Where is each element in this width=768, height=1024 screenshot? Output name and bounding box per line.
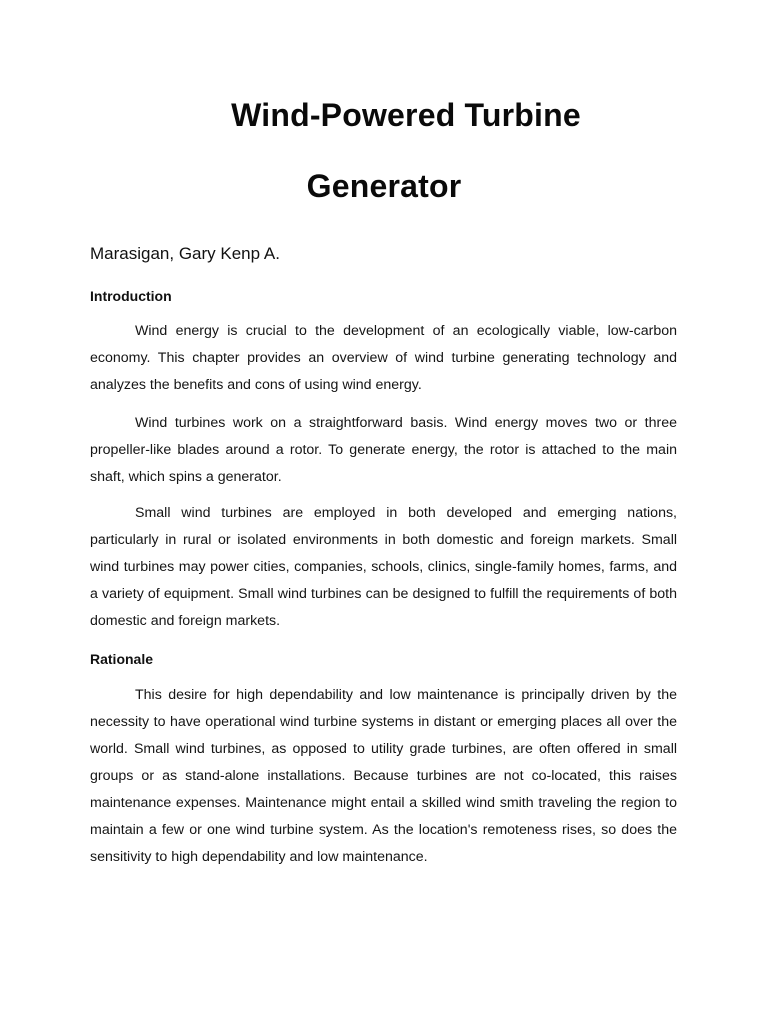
document-title-line-2: Generator: [306, 168, 462, 204]
introduction-paragraph-2: Wind turbines work on a straightforward basis. Wind energy moves two or three propeller-like blades around a rotor. To generate energy, the rotor is attached to the main shaft, which spins a generator.: [90, 415, 677, 485]
author-name: Marasigan, Gary Kenp A.: [90, 244, 280, 263]
section-heading-rationale: Rationale: [90, 651, 154, 667]
introduction-paragraph-1: Wind energy is crucial to the development of an ecologically viable, low-carbon economy. This chapter provides an overview of wind turbine generating technology and analyzes the benefits and cons of using wind energy.: [90, 323, 677, 393]
document-title-line-1: Wind-Powered Turbine: [231, 97, 581, 133]
section-heading-introduction: Introduction: [90, 288, 172, 304]
introduction-paragraph-3: Small wind turbines are employed in both developed and emerging nations, particularly in rural or isolated environments in both domestic and foreign markets. Small wind turbines may power cities, companies, schools, clinics, single-family homes, farms, and a variety of equipment. Small wind turbines can be designed to fulfill the requirements of both domestic and foreign markets.: [90, 505, 677, 629]
rationale-paragraph-1: This desire for high dependability and low maintenance is principally driven by the necessity to have operational wind turbine systems in distant or emerging places all over the world. Small wind turbines, as opposed to utility grade turbines, are often offered in small groups or as stand-alone installations. Because turbines are not co-located, this raises maintenance expenses. Maintenance might entail a skilled wind smith traveling the region to maintain a few or one wind turbine system. As the location's remoteness rises, so does the sensitivity to high dependability and low maintenance.: [90, 687, 677, 865]
